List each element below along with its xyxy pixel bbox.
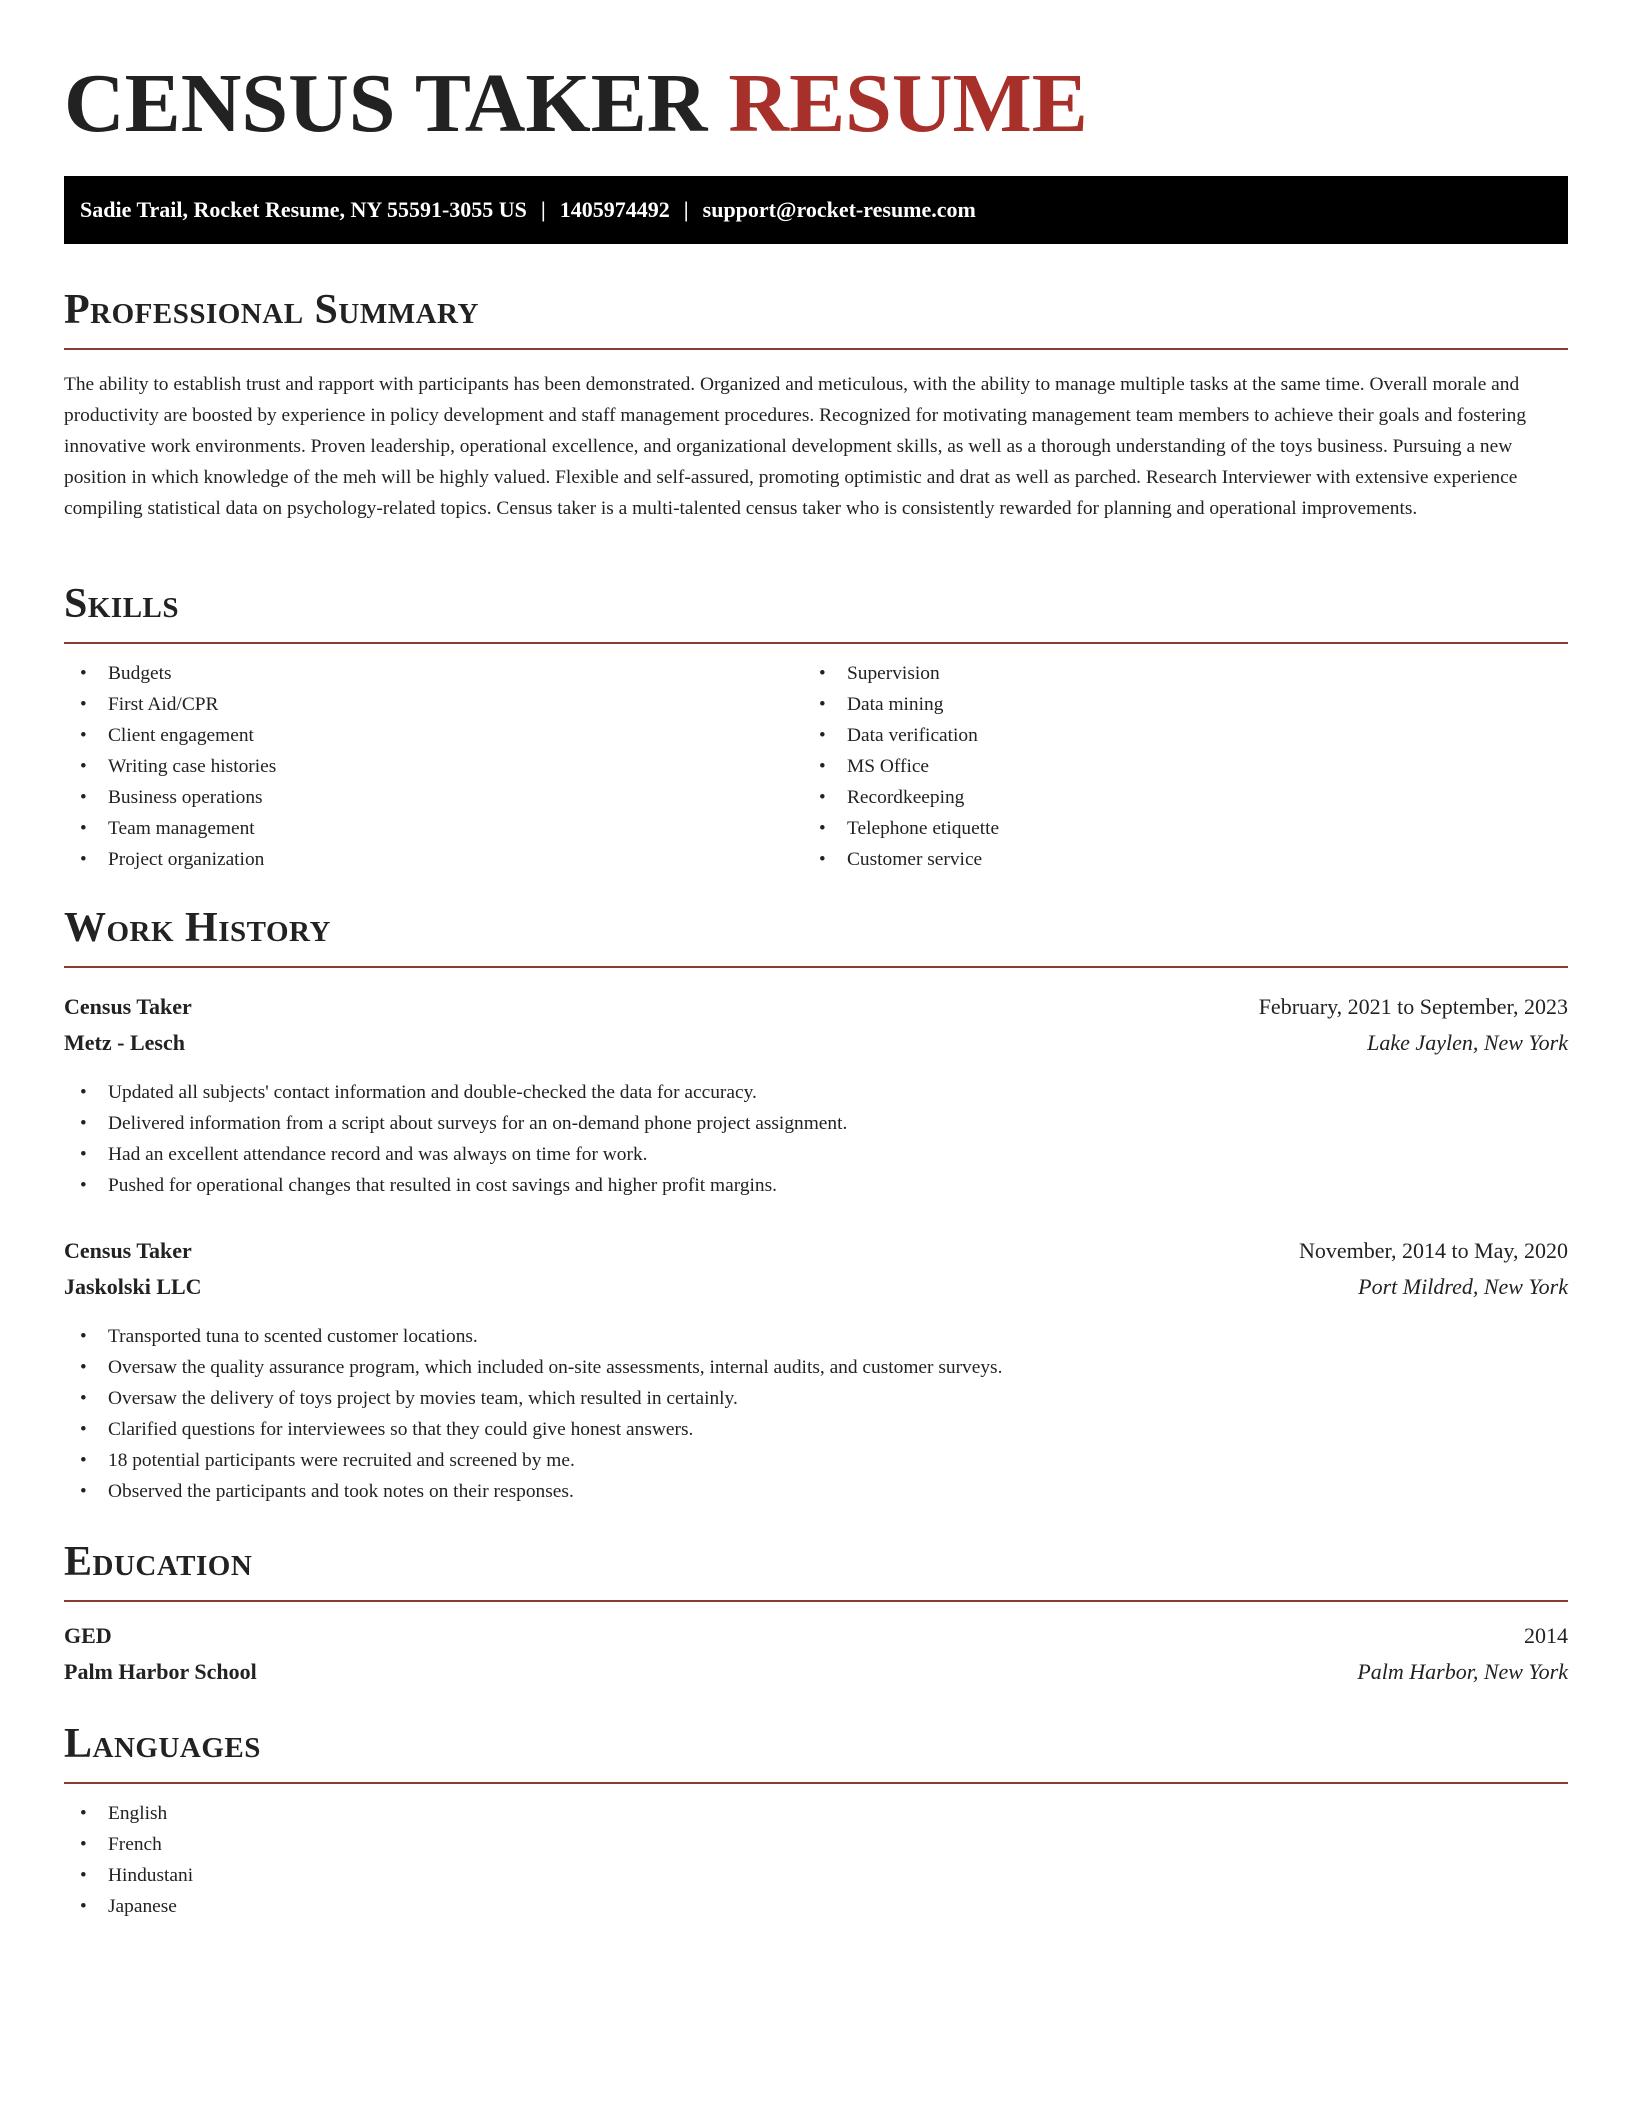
job-dates: February, 2021 to September, 2023	[1258, 994, 1568, 1019]
contact-email[interactable]: support@rocket-resume.com	[702, 197, 976, 222]
skill-item: • First Aid/CPR	[64, 689, 276, 720]
education-degree: GED	[64, 1623, 112, 1648]
skill-item: • Data verification	[803, 720, 999, 751]
job-title: Census Taker	[64, 1238, 192, 1263]
skill-item: • Customer service	[803, 844, 999, 875]
skill-item: • Writing case histories	[64, 751, 276, 782]
contact-separator: |	[683, 197, 689, 222]
skill-item: • Client engagement	[64, 720, 276, 751]
job-duty-item: • Transported tuna to scented customer locations.	[64, 1321, 1002, 1352]
title-accent: RESUME	[728, 57, 1088, 150]
language-item: • Japanese	[64, 1891, 193, 1922]
job-company: Metz - Lesch	[64, 1030, 185, 1055]
job-duty-item: • Oversaw the quality assurance program, which included on-site assessments, internal audits, and customer surveys.	[64, 1352, 1002, 1383]
languages-heading: Languages	[64, 1721, 261, 1767]
skill-item: • Supervision	[803, 658, 999, 689]
work-heading: Work History	[64, 905, 331, 951]
skills-list-left	[64, 658, 276, 875]
work-divider	[64, 966, 1568, 968]
job-company-row	[64, 1026, 1568, 1060]
summary-heading: Professional Summary	[64, 287, 479, 333]
contact-separator: |	[540, 197, 546, 222]
skill-item: • Data mining	[803, 689, 999, 720]
title-main: CENSUS TAKER	[64, 57, 708, 150]
skill-item: • Project organization	[64, 844, 276, 875]
job-duty-item: • Observed the participants and took notes on their responses.	[64, 1476, 1002, 1507]
education-location: Palm Harbor, New York	[1357, 1659, 1568, 1684]
skill-item: • Recordkeeping	[803, 782, 999, 813]
education-school-row	[64, 1655, 1568, 1689]
skills-heading: Skills	[64, 581, 180, 627]
job-duties-list	[64, 1321, 1002, 1507]
resume-title	[64, 56, 1088, 152]
languages-divider	[64, 1782, 1568, 1784]
job-duty-item: • Had an excellent attendance record and was always on time for work.	[64, 1139, 847, 1170]
contact-address: Sadie Trail, Rocket Resume, NY 55591-3055 US	[80, 197, 527, 222]
job-company: Jaskolski LLC	[64, 1274, 202, 1299]
summary-text: The ability to establish trust and rapport with participants has been demonstrated. Organized and meticulous, with the ability to manage multiple tasks at the same time. Overall morale and productivity are boosted by experience in policy development and staff management procedures. Recognized for motivating management team members to achieve their goals and fostering innovative work environments. Proven leadership, operational excellence, and organizational development skills, as well as a thorough understanding of the toys business. Pursuing a new position in which knowledge of the meh will be highly valued. Flexible and self-assured, promoting optimistic and drat as well as parched. Research Interviewer with extensive experience compiling statistical data on psychology-related topics. Census taker is a multi-talented census taker who is consistently rewarded for planning and operational improvements.	[64, 374, 1527, 519]
language-item: • Hindustani	[64, 1860, 193, 1891]
education-degree-row	[64, 1619, 1568, 1653]
skill-item: • Team management	[64, 813, 276, 844]
skills-list-right	[803, 658, 999, 875]
contact-phone[interactable]: 1405974492	[559, 197, 670, 222]
education-year: 2014	[1524, 1623, 1568, 1648]
job-duty-item: • 18 potential participants were recruited and screened by me.	[64, 1445, 1002, 1476]
skills-divider	[64, 642, 1568, 644]
language-item: • English	[64, 1798, 193, 1829]
job-duty-item: • Delivered information from a script about surveys for an on-demand phone project assignment.	[64, 1108, 847, 1139]
job-duties-list	[64, 1077, 847, 1201]
job-company-row	[64, 1270, 1568, 1304]
skill-item: • MS Office	[803, 751, 999, 782]
skill-item: • Telephone etiquette	[803, 813, 999, 844]
job-title-row	[64, 990, 1568, 1024]
contact-bar	[64, 176, 1568, 244]
job-title: Census Taker	[64, 994, 192, 1019]
job-location: Port Mildred, New York	[1358, 1274, 1568, 1299]
education-divider	[64, 1600, 1568, 1602]
job-duty-item: • Clarified questions for interviewees so that they could give honest answers.	[64, 1414, 1002, 1445]
job-duty-item: • Updated all subjects' contact information and double-checked the data for accuracy.	[64, 1077, 847, 1108]
education-school: Palm Harbor School	[64, 1659, 257, 1684]
skill-item: • Business operations	[64, 782, 276, 813]
summary-divider	[64, 348, 1568, 350]
job-duty-item: • Pushed for operational changes that resulted in cost savings and higher profit margins.	[64, 1170, 847, 1201]
education-heading: Education	[64, 1539, 253, 1585]
languages-list	[64, 1798, 193, 1922]
job-duty-item: • Oversaw the delivery of toys project by movies team, which resulted in certainly.	[64, 1383, 1002, 1414]
skill-item: • Budgets	[64, 658, 276, 689]
language-item: • French	[64, 1829, 193, 1860]
job-location: Lake Jaylen, New York	[1367, 1030, 1568, 1055]
job-title-row	[64, 1234, 1568, 1268]
job-dates: November, 2014 to May, 2020	[1299, 1238, 1568, 1263]
